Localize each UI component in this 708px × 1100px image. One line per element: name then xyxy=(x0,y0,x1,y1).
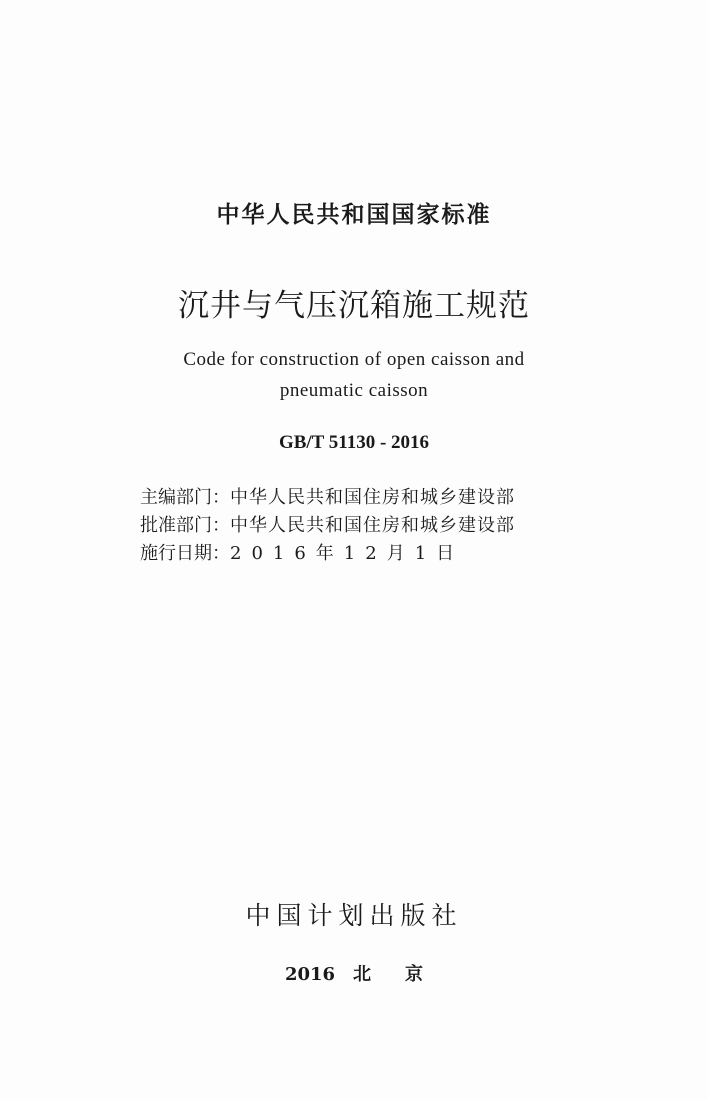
editor-label: 主编部门： xyxy=(140,487,230,508)
title-english xyxy=(0,344,708,406)
publication-city-char-1: 北 xyxy=(353,964,372,985)
title-english-line-2: pneumatic caisson xyxy=(279,380,429,401)
effective-date-row xyxy=(140,540,515,568)
approver-row xyxy=(140,512,515,540)
publication-place xyxy=(0,960,708,986)
publication-year: 2016 xyxy=(284,964,336,985)
title-english-line-1: Code for construction of open caisson and xyxy=(183,349,525,370)
publisher-name: 中国计划出版社 xyxy=(245,901,463,930)
publication-city-char-2: 京 xyxy=(405,964,424,985)
editor-row xyxy=(140,484,515,512)
standard-type-heading: 中华人民共和国国家标准 xyxy=(216,202,492,228)
effective-date-label: 施行日期： xyxy=(140,543,230,564)
title-chinese: 沉井与气压沉箱施工规范 xyxy=(178,288,530,324)
standard-number: GB/T 51130 - 2016 xyxy=(278,432,430,453)
approver-value: 中华人民共和国住房和城乡建设部 xyxy=(230,515,515,536)
editor-value: 中华人民共和国住房和城乡建设部 xyxy=(230,487,515,508)
effective-date-value: 2016年12月1日 xyxy=(230,543,465,564)
info-block xyxy=(140,484,515,568)
approver-label: 批准部门： xyxy=(140,515,230,536)
